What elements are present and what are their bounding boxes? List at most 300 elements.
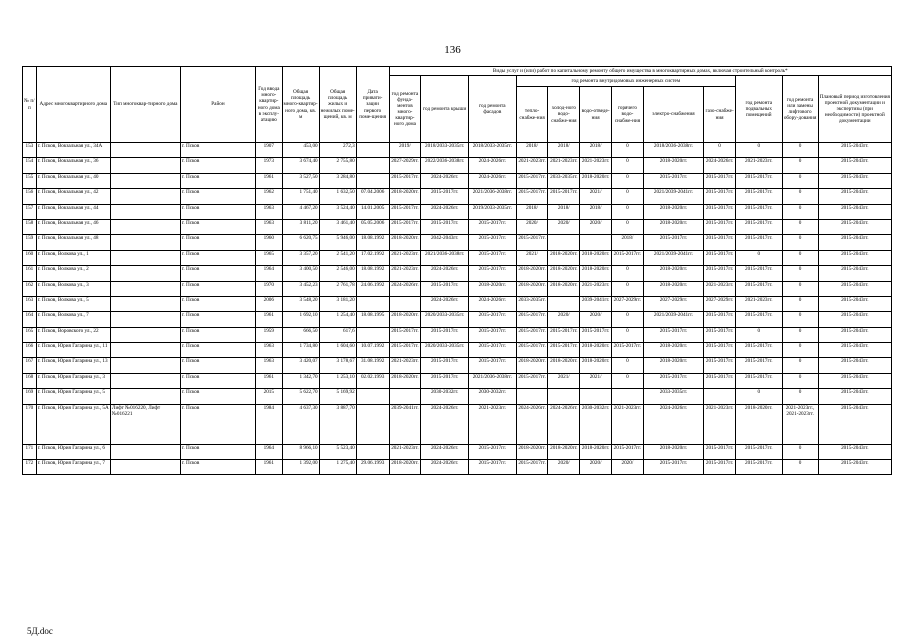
cell-elec: 2033-2035гг. bbox=[643, 389, 703, 404]
cell-n: 163 bbox=[23, 296, 37, 311]
cell-base: 0 bbox=[735, 327, 782, 342]
cell-elec: 2015-2017гг. bbox=[643, 235, 703, 250]
cell-addr: г. Псков, Юрия Гагарина ул., 3 bbox=[36, 373, 110, 388]
cell-type bbox=[110, 281, 180, 296]
cell-n: 156 bbox=[23, 189, 37, 204]
cell-res: 1 253,10 bbox=[319, 373, 356, 388]
cell-lift: 0 bbox=[782, 389, 818, 404]
cell-plan: 2015-2043гг. bbox=[818, 327, 891, 342]
cell-priv bbox=[356, 173, 389, 188]
cell-total: 453,00 bbox=[282, 143, 319, 158]
cell-res: 2 546,00 bbox=[319, 266, 356, 281]
cell-total: 5 622,70 bbox=[282, 389, 319, 404]
cell-cold: 2018-2020гг. bbox=[548, 444, 580, 459]
cell-elec: 2018-2020гг. bbox=[643, 266, 703, 281]
cell-heat: 2018/ bbox=[516, 143, 548, 158]
cell-hot: 0 bbox=[612, 358, 644, 373]
cell-res: 5 523,40 bbox=[319, 444, 356, 459]
cell-lift: 0 bbox=[782, 312, 818, 327]
cell-elec: 2015-2017гг. bbox=[643, 460, 703, 475]
cell-roof: 2022/2036-2038гг. bbox=[421, 158, 469, 173]
cell-roof: 2024-2026гг. bbox=[421, 460, 469, 475]
cell-year: 2006 bbox=[256, 296, 282, 311]
cell-roof: 2015-2017гг. bbox=[421, 358, 469, 373]
cell-addr: г. Псков, Вокзальная ул., 36 bbox=[36, 158, 110, 173]
cell-cold: 2015-2017гг. bbox=[548, 327, 580, 342]
cell-drain: 2018/ bbox=[580, 143, 612, 158]
cell-res: 3 284,80 bbox=[319, 173, 356, 188]
cell-drain: 2018-2020гг. bbox=[580, 250, 612, 265]
cell-facade: 2015-2017гг. bbox=[469, 460, 517, 475]
cell-district: г. Псков bbox=[180, 219, 255, 234]
page-number: 136 bbox=[444, 44, 461, 56]
cell-roof: 2024-2026гг. bbox=[421, 444, 469, 459]
cell-gas: 2015-2017гг. bbox=[704, 358, 736, 373]
table-row bbox=[23, 281, 892, 296]
table-row bbox=[23, 358, 892, 373]
cell-district: г. Псков bbox=[180, 266, 255, 281]
cell-gas: 2015-2017гг. bbox=[704, 266, 736, 281]
cell-addr: г. Псков, Вокзальная ул., 46 bbox=[36, 219, 110, 234]
cell-year: 1964 bbox=[256, 444, 282, 459]
cell-n: 158 bbox=[23, 219, 37, 234]
cell-priv: 07.04.2006 bbox=[356, 189, 389, 204]
cell-lift: 0 bbox=[782, 358, 818, 373]
cell-roof: 2020/2033-2035гг. bbox=[421, 312, 469, 327]
cell-plan: 2015-2043гг. bbox=[818, 235, 891, 250]
cell-gas: 2015-2017гг. bbox=[704, 189, 736, 204]
cell-drain: 2018/ bbox=[580, 204, 612, 219]
cell-heat: 2024-2026гг. bbox=[516, 404, 548, 444]
cell-cold: 2018-2020гг. bbox=[548, 281, 580, 296]
cell-roof: 2015-2017гг. bbox=[421, 189, 469, 204]
cell-facade: 2015-2017гг. bbox=[469, 312, 517, 327]
cell-district: г. Псков bbox=[180, 404, 255, 444]
cell-facade: 2015-2017гг. bbox=[469, 343, 517, 358]
cell-type bbox=[110, 235, 180, 250]
cell-roof: 2015-2017гг. bbox=[421, 219, 469, 234]
cell-type bbox=[110, 389, 180, 404]
cell-hot: 0 bbox=[612, 173, 644, 188]
table-body bbox=[23, 143, 892, 475]
cell-cold: 2020/ bbox=[548, 460, 580, 475]
cell-elec: 2018-2020гг. bbox=[643, 358, 703, 373]
cell-fund: 2018-2020гг. bbox=[389, 373, 421, 388]
cell-total: 4 637,30 bbox=[282, 404, 319, 444]
cell-total: 1 734,80 bbox=[282, 343, 319, 358]
cell-facade: 2015-2017гг. bbox=[469, 266, 517, 281]
cell-facade: 2018-2020гг. bbox=[469, 281, 517, 296]
cell-type bbox=[110, 266, 180, 281]
table-row bbox=[23, 327, 892, 342]
cell-fund: 2019/ bbox=[389, 143, 421, 158]
cell-base: 2018-2020гг. bbox=[735, 404, 782, 444]
cell-drain: 2020/ bbox=[580, 312, 612, 327]
col-year: Год ввода много-квартир-ного дома в эксплу-атацию bbox=[256, 67, 282, 143]
cell-lift: 0 bbox=[782, 266, 818, 281]
cell-district: г. Псков bbox=[180, 358, 255, 373]
cell-district: г. Псков bbox=[180, 460, 255, 475]
cell-base: 2015-2017гг. bbox=[735, 281, 782, 296]
cell-year: 1970 bbox=[256, 281, 282, 296]
cell-facade: 2015-2017гг. bbox=[469, 358, 517, 373]
cell-elec: 2024-2026гг. bbox=[643, 404, 703, 444]
cell-lift: 0 bbox=[782, 296, 818, 311]
cell-gas: 0 bbox=[704, 143, 736, 158]
cell-heat: 2033-2035гг. bbox=[516, 296, 548, 311]
cell-type bbox=[110, 460, 180, 475]
cell-addr: г. Псков, Вокзальная ул., 34А bbox=[36, 143, 110, 158]
cell-elec: 2027-2029гг. bbox=[643, 296, 703, 311]
cell-district: г. Псков bbox=[180, 250, 255, 265]
cell-total: 3 811,20 bbox=[282, 219, 319, 234]
cell-drain: 2018-2020гг. bbox=[580, 343, 612, 358]
cell-drain: 2018-2020гг. bbox=[580, 444, 612, 459]
cell-roof: 2021/2036-2038гг. bbox=[421, 250, 469, 265]
cell-district: г. Псков bbox=[180, 204, 255, 219]
cell-roof: 2020/2033-2035гг. bbox=[421, 343, 469, 358]
cell-addr: г. Псков, Юрия Гагарина ул., 6 bbox=[36, 444, 110, 459]
cell-hot: 2018/ bbox=[612, 235, 644, 250]
cell-drain: 2018-2020гг. bbox=[580, 173, 612, 188]
cell-base: 2015-2017гг. bbox=[735, 173, 782, 188]
cell-res: 1 254,40 bbox=[319, 312, 356, 327]
cell-facade: 2021/2036-2038гг. bbox=[469, 189, 517, 204]
cell-district: г. Псков bbox=[180, 343, 255, 358]
cell-addr: г. Псков, Юрия Гагарина ул., 11 bbox=[36, 343, 110, 358]
cell-year: 1961 bbox=[256, 312, 282, 327]
cell-elec: 2015-2017гг. bbox=[643, 373, 703, 388]
cell-elec: 2021/2039-2041гг. bbox=[643, 250, 703, 265]
cell-priv bbox=[356, 444, 389, 459]
cell-addr: г. Псков, Вокзальная ул., 40 bbox=[36, 173, 110, 188]
cell-fund: 2018-2020гг. bbox=[389, 460, 421, 475]
cell-district: г. Псков bbox=[180, 444, 255, 459]
cell-plan: 2015-2043гг. bbox=[818, 250, 891, 265]
cell-base: 0 bbox=[735, 250, 782, 265]
cell-addr: г. Псков, Юрия Гагарина ул., 7 bbox=[36, 460, 110, 475]
cell-year: 1984 bbox=[256, 404, 282, 444]
cell-lift: 0 bbox=[782, 444, 818, 459]
cell-drain: 2039-2041гг. bbox=[580, 296, 612, 311]
cell-gas: 2024-2026гг. bbox=[704, 158, 736, 173]
cell-cold: 2015-2017гг. bbox=[548, 343, 580, 358]
cell-drain: 2030-2032гг. bbox=[580, 404, 612, 444]
cell-heat: 2018/ bbox=[516, 204, 548, 219]
col-priv-date: Дата привати-зации первого поме-щения bbox=[356, 67, 389, 143]
cell-plan: 2015-2043гг. bbox=[818, 444, 891, 459]
cell-n: 154 bbox=[23, 158, 37, 173]
cell-n: 165 bbox=[23, 327, 37, 342]
cell-cold: 2018-2020гг. bbox=[548, 358, 580, 373]
cell-res: 1 275,40 bbox=[319, 460, 356, 475]
cell-cold: 2018-2020гг. bbox=[548, 250, 580, 265]
table-row bbox=[23, 373, 892, 388]
footer-filename: 5Д.doc bbox=[27, 626, 53, 636]
cell-res: 2 755,80 bbox=[319, 158, 356, 173]
cell-plan: 2015-2043гг. bbox=[818, 219, 891, 234]
cell-total: 3 400,50 bbox=[282, 266, 319, 281]
cell-type bbox=[110, 204, 180, 219]
cell-lift: 0 bbox=[782, 327, 818, 342]
cell-addr: г. Псков, Волкова ул., 2 bbox=[36, 266, 110, 281]
cell-roof: 2024-2026гг. bbox=[421, 404, 469, 444]
cell-lift: 2021-2023гг., 2021-2023гг. bbox=[782, 404, 818, 444]
cell-addr: г. Псков, Вокзальная ул., 48 bbox=[36, 235, 110, 250]
cell-gas: 2015-2017гг. bbox=[704, 173, 736, 188]
cell-hot: 0 bbox=[612, 143, 644, 158]
cell-roof: 2042-2043гг. bbox=[421, 235, 469, 250]
cell-priv: 31.08.1992 bbox=[356, 358, 389, 373]
cell-heat: 2018-2020гг. bbox=[516, 358, 548, 373]
services-group-header: Виды услуг и (или) работ по капитальному ремонту общего имущества в многоквартирных домах, включая строительный контроль* bbox=[389, 67, 891, 76]
cell-lift: 0 bbox=[782, 219, 818, 234]
cell-hot: 2021-2023гг. bbox=[612, 404, 644, 444]
cell-n: 172 bbox=[23, 460, 37, 475]
cell-total: 1 342,70 bbox=[282, 373, 319, 388]
cell-lift: 0 bbox=[782, 281, 818, 296]
cell-res: 5 169,92 bbox=[319, 389, 356, 404]
cell-total: 3 420,07 bbox=[282, 358, 319, 373]
cell-facade: 2018/2033-2035гг. bbox=[469, 143, 517, 158]
cell-type bbox=[110, 327, 180, 342]
cell-fund: 2015-2017гг. bbox=[389, 327, 421, 342]
cell-plan: 2015-2043гг. bbox=[818, 373, 891, 388]
cell-type bbox=[110, 219, 180, 234]
cell-gas: 2015-2017гг. bbox=[704, 460, 736, 475]
table-row bbox=[23, 444, 892, 459]
cell-base: 2015-2017гг. bbox=[735, 343, 782, 358]
cell-hot: 0 bbox=[612, 219, 644, 234]
cell-heat: 2018-2020гг. bbox=[516, 281, 548, 296]
cell-total: 3 674,40 bbox=[282, 158, 319, 173]
cell-base: 2015-2017гг. bbox=[735, 460, 782, 475]
cell-n: 170 bbox=[23, 404, 37, 444]
cell-plan: 2015-2043гг. bbox=[818, 312, 891, 327]
cell-gas: 2021-2023гг. bbox=[704, 404, 736, 444]
cell-cold: 2020/ bbox=[548, 312, 580, 327]
cell-heat: 2015-2017гг. bbox=[516, 312, 548, 327]
cell-year: 1963 bbox=[256, 358, 282, 373]
cell-fund bbox=[389, 389, 421, 404]
cell-cold: 2021-2023гг. bbox=[548, 158, 580, 173]
cell-year: 1962 bbox=[256, 189, 282, 204]
table-row bbox=[23, 219, 892, 234]
cell-district: г. Псков bbox=[180, 158, 255, 173]
cell-n: 169 bbox=[23, 389, 37, 404]
cell-plan: 2015-2043гг. bbox=[818, 143, 891, 158]
cell-fund: 2015-2017гг. bbox=[389, 343, 421, 358]
cell-gas bbox=[704, 389, 736, 404]
cell-fund: 2018-2020гг. bbox=[389, 235, 421, 250]
cell-base: 2015-2017гг. bbox=[735, 204, 782, 219]
cell-priv: 05.05.2006 bbox=[356, 219, 389, 234]
cell-hot: 2015-2017гг. bbox=[612, 444, 644, 459]
cell-year: 1963 bbox=[256, 204, 282, 219]
cell-n: 171 bbox=[23, 444, 37, 459]
cell-res: 2 761,78 bbox=[319, 281, 356, 296]
cell-n: 168 bbox=[23, 373, 37, 388]
cell-plan: 2015-2043гг. bbox=[818, 158, 891, 173]
cell-roof: 2015-2017гг. bbox=[421, 327, 469, 342]
cell-priv bbox=[356, 327, 389, 342]
cell-fund: 2021-2023гг. bbox=[389, 444, 421, 459]
cell-elec: 2015-2017гг. bbox=[643, 173, 703, 188]
repair-schedule-table bbox=[22, 66, 892, 475]
cell-res: 617,6 bbox=[319, 327, 356, 342]
col-electric: электро-снабжения bbox=[643, 87, 703, 143]
cell-addr: г. Псков, Волкова ул., 3 bbox=[36, 281, 110, 296]
cell-elec: 2018-2020гг. bbox=[643, 219, 703, 234]
cell-elec: 2018-2020гг. bbox=[643, 158, 703, 173]
cell-district: г. Псков bbox=[180, 173, 255, 188]
cell-district: г. Псков bbox=[180, 373, 255, 388]
cell-plan: 2015-2043гг. bbox=[818, 404, 891, 444]
cell-cold: 2018/ bbox=[548, 143, 580, 158]
cell-base: 2015-2017гг. bbox=[735, 189, 782, 204]
cell-n: 167 bbox=[23, 358, 37, 373]
cell-priv bbox=[356, 158, 389, 173]
cell-elec: 2021/2039-2041гг. bbox=[643, 312, 703, 327]
col-district: Район bbox=[180, 67, 255, 143]
cell-hot: 0 bbox=[612, 189, 644, 204]
cell-heat: 2018-2020гг. bbox=[516, 444, 548, 459]
cell-type bbox=[110, 312, 180, 327]
cell-priv: 17.02.1992 bbox=[356, 250, 389, 265]
cell-lift: 0 bbox=[782, 250, 818, 265]
table-row bbox=[23, 266, 892, 281]
cell-n: 164 bbox=[23, 312, 37, 327]
cell-total: 3 548,20 bbox=[282, 296, 319, 311]
cell-lift: 0 bbox=[782, 143, 818, 158]
cell-district: г. Псков bbox=[180, 327, 255, 342]
cell-hot: 0 bbox=[612, 266, 644, 281]
cell-total: 3 452,23 bbox=[282, 281, 319, 296]
cell-year: 1963 bbox=[256, 219, 282, 234]
cell-res: 5 946,00 bbox=[319, 235, 356, 250]
cell-hot: 0 bbox=[612, 327, 644, 342]
cell-plan: 2015-2043гг. bbox=[818, 189, 891, 204]
cell-res: 272,3 bbox=[319, 143, 356, 158]
table-row bbox=[23, 173, 892, 188]
cell-fund: 2021-2023гг. bbox=[389, 266, 421, 281]
cell-type bbox=[110, 358, 180, 373]
cell-gas: 2015-2017гг. bbox=[704, 444, 736, 459]
cell-addr: г. Псков, Юрия Гагарина ул., 5А bbox=[36, 404, 110, 444]
cell-cold: 2020/ bbox=[548, 219, 580, 234]
cell-gas: 2015-2017гг. bbox=[704, 250, 736, 265]
table-row bbox=[23, 343, 892, 358]
cell-year: 1973 bbox=[256, 158, 282, 173]
cell-fund: 2039-2041гг. bbox=[389, 404, 421, 444]
cell-plan: 2015-2043гг. bbox=[818, 266, 891, 281]
table-row bbox=[23, 204, 892, 219]
cell-base: 2015-2017гг. bbox=[735, 358, 782, 373]
cell-res: 3 461,40 bbox=[319, 219, 356, 234]
cell-roof: 2015-2017гг. bbox=[421, 373, 469, 388]
col-elevator: год ремонта или замены лифтового обору-дования bbox=[782, 76, 818, 143]
cell-roof: 2030-2032гг. bbox=[421, 389, 469, 404]
cell-facade: 2024-2026гг. bbox=[469, 296, 517, 311]
cell-facade: 2015-2017гг. bbox=[469, 219, 517, 234]
cell-base: 0 bbox=[735, 143, 782, 158]
cell-heat: 2015-2017гг. bbox=[516, 373, 548, 388]
cell-total: 8 966,10 bbox=[282, 444, 319, 459]
cell-roof: 2018/2033-2035гг. bbox=[421, 143, 469, 158]
cell-year: 1965 bbox=[256, 250, 282, 265]
col-basement: год ремонта подвальных помещений bbox=[735, 76, 782, 143]
cell-type bbox=[110, 343, 180, 358]
cell-priv bbox=[356, 296, 389, 311]
cell-n: 161 bbox=[23, 266, 37, 281]
cell-total: 4 467,20 bbox=[282, 204, 319, 219]
col-hot-water: горячего водо-снабже-ния bbox=[612, 87, 644, 143]
cell-n: 159 bbox=[23, 235, 37, 250]
cell-type bbox=[110, 173, 180, 188]
cell-heat: 2015-2017гг. bbox=[516, 343, 548, 358]
cell-fund: 2015-2017гг. bbox=[389, 173, 421, 188]
cell-district: г. Псков bbox=[180, 281, 255, 296]
cell-priv: 24.06.1992 bbox=[356, 281, 389, 296]
cell-hot: 0 bbox=[612, 373, 644, 388]
cell-base: 2015-2017гг. bbox=[735, 444, 782, 459]
cell-drain: 2021-2023гг. bbox=[580, 281, 612, 296]
cell-drain: 2018-2020гг. bbox=[580, 266, 612, 281]
cell-hot: 2015-2017гг. bbox=[612, 250, 644, 265]
cell-plan: 2015-2043гг. bbox=[818, 343, 891, 358]
cell-n: 162 bbox=[23, 281, 37, 296]
cell-fund: 2018-2020гг. bbox=[389, 189, 421, 204]
cell-res: 1 632,50 bbox=[319, 189, 356, 204]
cell-cold: 2024-2026гг. bbox=[548, 404, 580, 444]
cell-addr: г. Псков, Юрия Гагарина ул., 5 bbox=[36, 389, 110, 404]
cell-district: г. Псков bbox=[180, 312, 255, 327]
cell-plan: 2015-2043гг. bbox=[818, 296, 891, 311]
cell-total: 666,50 bbox=[282, 327, 319, 342]
cell-cold bbox=[548, 235, 580, 250]
cell-drain: 2020/ bbox=[580, 219, 612, 234]
cell-hot: 0 bbox=[612, 204, 644, 219]
cell-drain bbox=[580, 235, 612, 250]
cell-type bbox=[110, 250, 180, 265]
cell-cold: 2018/ bbox=[548, 204, 580, 219]
cell-lift: 0 bbox=[782, 204, 818, 219]
cell-res: 3 178,67 bbox=[319, 358, 356, 373]
cell-elec: 2015-2017гг. bbox=[643, 327, 703, 342]
cell-res: 1 604,60 bbox=[319, 343, 356, 358]
cell-n: 155 bbox=[23, 173, 37, 188]
cell-base: 2015-2017гг. bbox=[735, 266, 782, 281]
cell-facade: 2024-2026гг. bbox=[469, 158, 517, 173]
cell-year: 2015 bbox=[256, 389, 282, 404]
cell-fund: 2021-2023гг. bbox=[389, 358, 421, 373]
cell-lift: 0 bbox=[782, 158, 818, 173]
cell-addr: г. Псков, Юрия Гагарина ул., 13 bbox=[36, 358, 110, 373]
cell-type bbox=[110, 444, 180, 459]
cell-hot: 2027-2029гг. bbox=[612, 296, 644, 311]
cell-cold: 2018-2020гг. bbox=[548, 266, 580, 281]
cell-gas: 2015-2017гг. bbox=[704, 327, 736, 342]
cell-plan: 2015-2043гг. bbox=[818, 460, 891, 475]
table-row bbox=[23, 158, 892, 173]
cell-plan: 2015-2043гг. bbox=[818, 358, 891, 373]
cell-priv bbox=[356, 404, 389, 444]
cell-base: 2015-2017гг. bbox=[735, 373, 782, 388]
cell-priv: 02.02.1993 bbox=[356, 373, 389, 388]
cell-year: 1964 bbox=[256, 266, 282, 281]
col-roof: год ремонта крыши bbox=[421, 76, 469, 143]
cell-gas: 2015-2017гг. bbox=[704, 204, 736, 219]
